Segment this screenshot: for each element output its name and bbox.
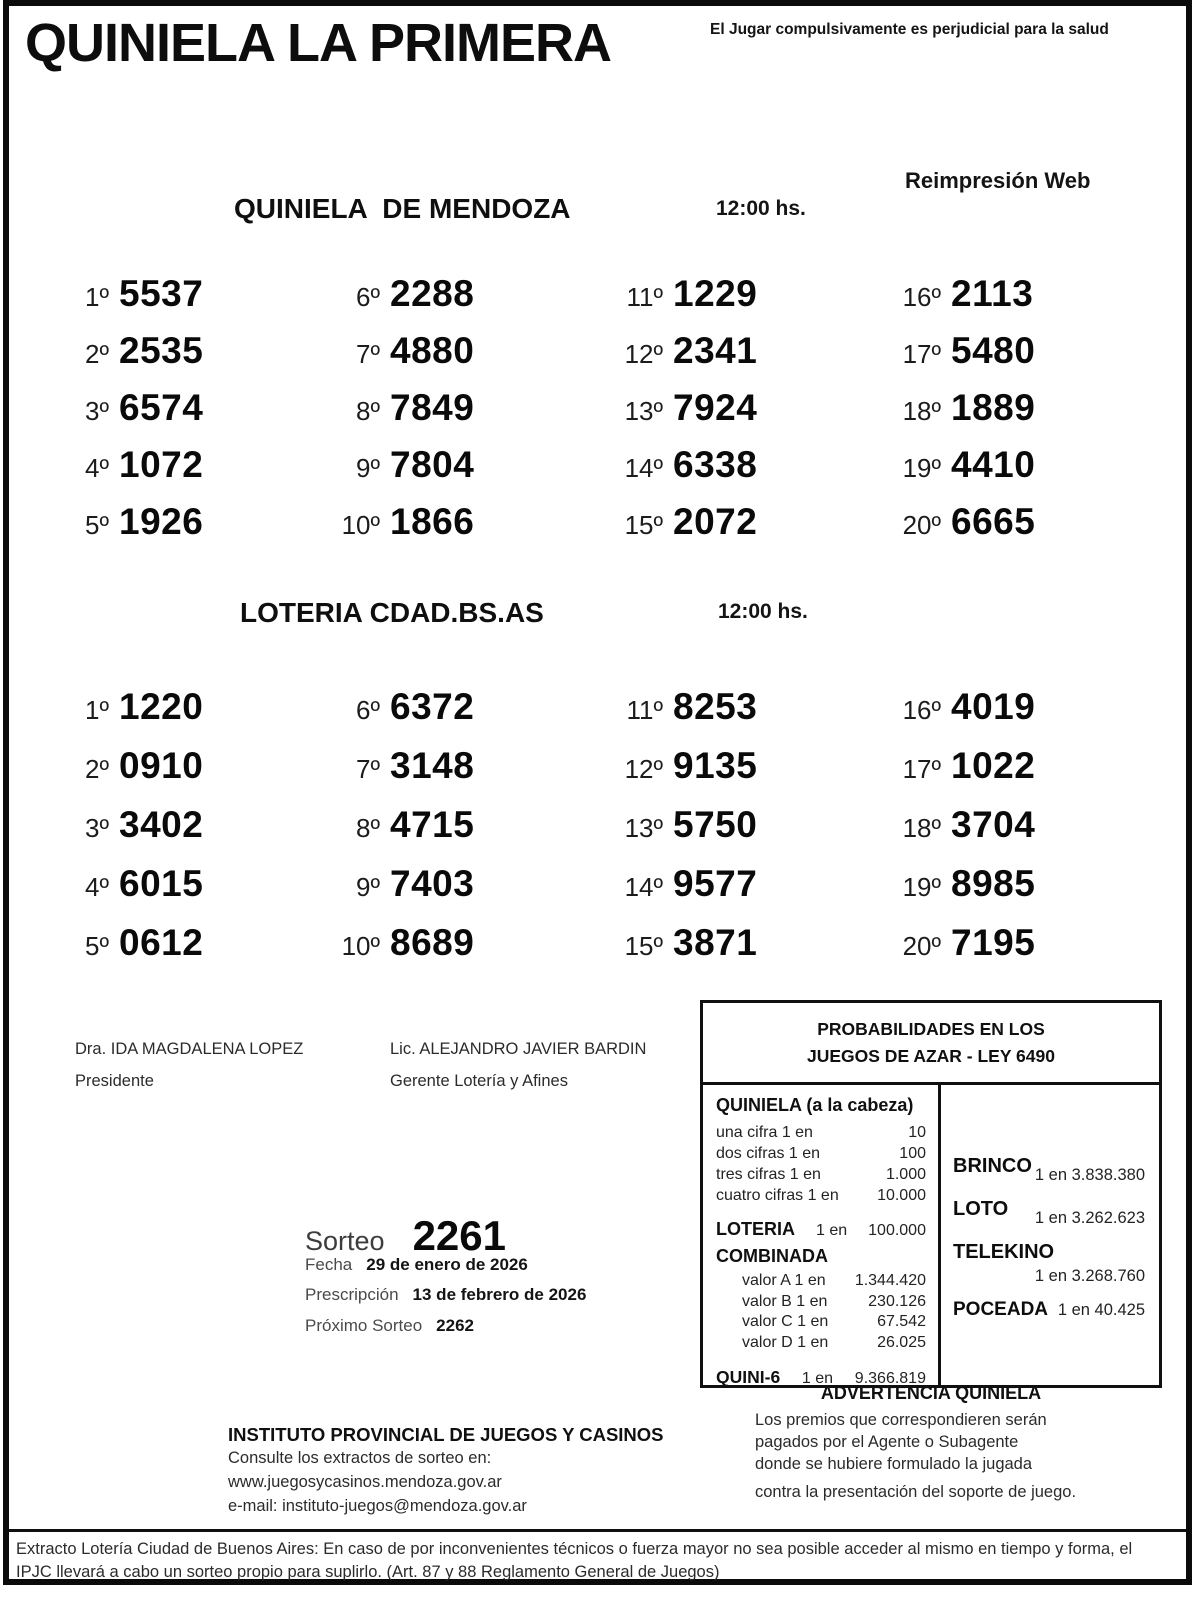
probabilities-title-line1: PROBABILIDADES EN LOS (817, 1019, 1045, 1040)
loteria-probability-row (716, 1219, 926, 1240)
result-number: 5750 (673, 804, 758, 845)
advertencia-line: Los premios que correspondieren serán (755, 1411, 1047, 1429)
result-rank: 20º (902, 931, 941, 961)
result-mendoza-5º (49, 503, 203, 540)
game-odds: 1 en 3.262.623 (1034, 1209, 1145, 1227)
sorteo-number: 2261 (412, 1212, 506, 1259)
quini6-value: 9.366.819 (854, 1370, 926, 1387)
result-bsas-18º (881, 806, 1035, 843)
advertencia-line: pagados por el Agente o Subagente (755, 1433, 1019, 1451)
probabilities-title (703, 1003, 1159, 1085)
result-number: 6665 (951, 501, 1036, 542)
result-bsas-10º (320, 924, 474, 961)
probability-game-row (953, 1241, 1145, 1286)
combinada-probability-rows (716, 1271, 926, 1353)
probability-row (716, 1271, 926, 1292)
result-mendoza-17º (881, 332, 1035, 369)
result-number: 2535 (119, 330, 204, 371)
result-mendoza-1º (49, 275, 203, 312)
signatory-manager-role: Gerente Lotería y Afines (390, 1072, 568, 1090)
result-rank: 7º (356, 339, 380, 369)
result-mendoza-2º (49, 332, 203, 369)
probability-row-label: tres cifras 1 en (716, 1166, 821, 1183)
fecha-label: Fecha (305, 1255, 353, 1274)
result-number: 3704 (951, 804, 1036, 845)
quiniela-probabilities-header: QUINIELA (a la cabeza) (716, 1095, 914, 1115)
result-number: 7924 (673, 387, 758, 428)
instituto-name: INSTITUTO PROVINCIAL DE JUEGOS Y CASINOS (228, 1424, 664, 1445)
result-number: 8689 (390, 922, 475, 963)
result-rank: 3º (85, 813, 109, 843)
result-number: 4019 (951, 686, 1036, 727)
quini6-mid: 1 en (801, 1370, 834, 1387)
result-rank: 12º (624, 754, 663, 784)
fecha-row (305, 1255, 528, 1275)
result-bsas-6º (320, 688, 474, 725)
probability-game-row (953, 1155, 1145, 1185)
result-bsas-15º (603, 924, 757, 961)
result-mendoza-7º (320, 332, 474, 369)
probability-row-label: valor C 1 en (742, 1313, 829, 1330)
result-number: 8253 (673, 686, 758, 727)
result-number: 5480 (951, 330, 1036, 371)
probability-row-label: cuatro cifras 1 en (716, 1187, 839, 1204)
result-number: 6015 (119, 863, 204, 904)
combinada-header: COMBINADA (716, 1246, 828, 1266)
result-number: 5537 (119, 273, 204, 314)
probability-row-label: valor B 1 en (742, 1292, 828, 1310)
result-mendoza-16º (881, 275, 1033, 312)
result-rank: 16º (902, 282, 941, 312)
fecha-value: 29 de enero de 2026 (366, 1255, 528, 1274)
probabilities-box (700, 1000, 1162, 1388)
result-rank: 6º (356, 695, 380, 725)
probability-row (716, 1164, 926, 1185)
result-number: 7804 (390, 444, 475, 485)
result-mendoza-14º (603, 446, 757, 483)
draw-number-row (305, 1212, 506, 1260)
result-rank: 14º (624, 872, 663, 902)
loteria-label: LOTERIA (716, 1219, 795, 1239)
result-rank: 9º (356, 453, 380, 483)
advertencia-line: contra la presentación del soporte de juego. (755, 1483, 1077, 1501)
advertencia-line: donde se hubiere formulado la jugada (755, 1455, 1033, 1473)
result-rank: 4º (85, 453, 109, 483)
probability-row-label: una cifra 1 en (716, 1124, 813, 1141)
result-number: 9577 (673, 863, 758, 904)
probabilities-left-column (703, 1085, 941, 1385)
result-bsas-8º (320, 806, 474, 843)
game-name: TELEKINO (953, 1241, 1055, 1263)
probability-row-value: 26.025 (877, 1333, 926, 1351)
result-rank: 5º (85, 931, 109, 961)
result-rank: 17º (902, 754, 941, 784)
result-rank: 8º (356, 396, 380, 426)
result-number: 1866 (390, 501, 475, 542)
result-number: 7849 (390, 387, 475, 428)
game-name: BRINCO (953, 1155, 1032, 1177)
result-rank: 13º (624, 813, 663, 843)
probability-row-label: valor A 1 en (742, 1272, 826, 1289)
result-rank: 18º (902, 396, 941, 426)
probability-row-label: dos cifras 1 en (716, 1145, 821, 1162)
sorteo-label: Sorteo (305, 1226, 385, 1256)
probability-row (716, 1333, 926, 1354)
result-rank: 17º (902, 339, 941, 369)
result-number: 6338 (673, 444, 758, 485)
result-rank: 19º (902, 872, 941, 902)
result-mendoza-15º (603, 503, 757, 540)
result-rank: 11º (626, 282, 663, 312)
instituto-block (228, 1424, 664, 1518)
instituto-consulte-line: Consulte los extractos de sorteo en: (228, 1449, 492, 1467)
loteria-value: 100.000 (868, 1222, 926, 1239)
result-number: 0910 (119, 745, 204, 786)
probability-game-row (953, 1299, 1145, 1321)
result-number: 6372 (390, 686, 475, 727)
result-mendoza-11º (603, 275, 757, 312)
result-number: 8985 (951, 863, 1036, 904)
result-rank: 19º (902, 453, 941, 483)
result-rank: 20º (902, 510, 941, 540)
result-rank: 6º (356, 282, 380, 312)
result-rank: 10º (341, 931, 380, 961)
instituto-email: e-mail: instituto-juegos@mendoza.gov.ar (228, 1497, 527, 1515)
other-games-rows (953, 1155, 1145, 1321)
result-number: 7195 (951, 922, 1036, 963)
probability-row (716, 1122, 926, 1143)
proximo-sorteo-row (305, 1316, 474, 1336)
game-name: POCEADA (953, 1299, 1049, 1320)
probabilities-title-line2: JUEGOS DE AZAR - LEY 6490 (807, 1045, 1055, 1066)
result-rank: 12º (624, 339, 663, 369)
draw-time-bsas: 12:00 hs. (718, 600, 808, 623)
result-rank: 13º (624, 396, 663, 426)
result-mendoza-3º (49, 389, 203, 426)
result-mendoza-4º (49, 446, 203, 483)
draw-title-mendoza: QUINIELA DE MENDOZA (234, 193, 571, 224)
result-rank: 10º (341, 510, 380, 540)
result-number: 1889 (951, 387, 1036, 428)
game-odds: 1 en 40.425 (1057, 1301, 1145, 1319)
result-bsas-1º (49, 688, 203, 725)
result-bsas-13º (603, 806, 757, 843)
result-number: 4880 (390, 330, 475, 371)
advertencia-title: ADVERTENCIA QUINIELA (820, 1383, 1042, 1403)
result-mendoza-18º (881, 389, 1035, 426)
result-number: 0612 (119, 922, 204, 963)
prescripcion-label: Prescripción (305, 1285, 399, 1304)
probability-row-value: 100 (899, 1145, 926, 1162)
quiniela-probability-rows (716, 1122, 926, 1206)
probability-row (716, 1292, 926, 1313)
result-number: 2341 (673, 330, 758, 371)
advertencia-block (700, 1383, 1162, 1503)
signatory-president-name: Dra. IDA MAGDALENA LOPEZ (75, 1040, 304, 1058)
result-number: 1926 (119, 501, 204, 542)
result-number: 4715 (390, 804, 475, 845)
probability-row-value: 1.344.420 (854, 1272, 926, 1289)
result-number: 2072 (673, 501, 758, 542)
health-warning: El Jugar compulsivamente es perjudicial para la salud (710, 21, 1109, 38)
result-number: 4410 (951, 444, 1036, 485)
probability-row (716, 1312, 926, 1333)
probability-row-value: 67.542 (877, 1313, 926, 1330)
result-rank: 16º (902, 695, 941, 725)
result-number: 3402 (119, 804, 204, 845)
game-odds: 1 en 3.838.380 (1034, 1166, 1145, 1184)
result-bsas-7º (320, 747, 474, 784)
probabilities-body (703, 1085, 1159, 1385)
result-rank: 1º (85, 282, 109, 312)
probability-row-value: 230.126 (868, 1292, 926, 1310)
result-bsas-4º (49, 865, 203, 902)
result-rank: 9º (356, 872, 380, 902)
result-rank: 1º (85, 695, 109, 725)
probability-row-value: 10.000 (877, 1187, 926, 1204)
game-name: LOTO (953, 1198, 1009, 1220)
signatory-president-role: Presidente (75, 1072, 154, 1090)
result-bsas-14º (603, 865, 757, 902)
result-number: 1229 (673, 273, 758, 314)
footer-divider (9, 1529, 1186, 1532)
result-number: 7403 (390, 863, 475, 904)
result-rank: 5º (85, 510, 109, 540)
result-mendoza-19º (881, 446, 1035, 483)
result-mendoza-20º (881, 503, 1035, 540)
result-number: 3148 (390, 745, 475, 786)
result-bsas-16º (881, 688, 1035, 725)
result-number: 9135 (673, 745, 758, 786)
result-number: 2288 (390, 273, 475, 314)
draw-title-bsas: LOTERIA CDAD.BS.AS (240, 597, 544, 628)
probability-row (716, 1185, 926, 1206)
probabilities-right-column (941, 1085, 1159, 1385)
result-number: 1022 (951, 745, 1036, 786)
result-number: 3871 (673, 922, 758, 963)
result-bsas-11º (603, 688, 757, 725)
reprint-label: Reimpresión Web (905, 168, 1091, 193)
result-rank: 18º (902, 813, 941, 843)
result-bsas-19º (881, 865, 1035, 902)
result-rank: 2º (85, 754, 109, 784)
loteria-mid: 1 en (816, 1222, 848, 1239)
result-number: 1220 (119, 686, 204, 727)
result-bsas-2º (49, 747, 203, 784)
instituto-website: www.juegosycasinos.mendoza.gov.ar (228, 1473, 502, 1491)
result-mendoza-8º (320, 389, 474, 426)
result-mendoza-9º (320, 446, 474, 483)
result-bsas-9º (320, 865, 474, 902)
result-mendoza-10º (320, 503, 474, 540)
result-rank: 15º (624, 510, 663, 540)
result-rank: 8º (356, 813, 380, 843)
result-rank: 4º (85, 872, 109, 902)
result-mendoza-6º (320, 275, 474, 312)
result-rank: 2º (85, 339, 109, 369)
game-odds: 1 en 3.268.760 (1034, 1267, 1145, 1285)
result-rank: 11º (626, 695, 663, 725)
result-bsas-3º (49, 806, 203, 843)
probability-row-value: 1.000 (885, 1166, 926, 1183)
result-bsas-12º (603, 747, 757, 784)
proximo-sorteo-label: Próximo Sorteo (305, 1316, 423, 1335)
result-mendoza-13º (603, 389, 757, 426)
result-bsas-17º (881, 747, 1035, 784)
page-title: QUINIELA LA PRIMERA (25, 13, 611, 73)
signatory-manager-name: Lic. ALEJANDRO JAVIER BARDIN (390, 1040, 647, 1058)
prescripcion-value: 13 de febrero de 2026 (412, 1285, 587, 1304)
probability-game-row (953, 1198, 1145, 1228)
result-rank: 7º (356, 754, 380, 784)
result-bsas-5º (49, 924, 203, 961)
result-rank: 3º (85, 396, 109, 426)
quini6-label: QUINI-6 (716, 1367, 781, 1387)
footer-legal-text: Extracto Lotería Ciudad de Buenos Aires: En caso de por inconvenientes técnicos o fuerza mayor no sea posible acceder al mismo en tiempo y forma, el IPJC llevará a cabo un sorteo propio para suplirlo. (Art. 87 y 88 Reglamento General de Juegos) (16, 1540, 1133, 1581)
result-number: 6574 (119, 387, 204, 428)
proximo-sorteo-value: 2262 (436, 1316, 474, 1335)
advertencia-text (700, 1409, 1162, 1503)
draw-time-mendoza: 12:00 hs. (716, 197, 806, 220)
probability-row (716, 1143, 926, 1164)
result-bsas-20º (881, 924, 1035, 961)
result-number: 1072 (119, 444, 204, 485)
probability-row-label: valor D 1 en (742, 1333, 829, 1351)
result-rank: 14º (624, 453, 663, 483)
probability-row-value: 10 (908, 1124, 926, 1141)
result-rank: 15º (624, 931, 663, 961)
prescripcion-row (305, 1285, 586, 1305)
result-number: 2113 (951, 273, 1034, 314)
result-mendoza-12º (603, 332, 757, 369)
